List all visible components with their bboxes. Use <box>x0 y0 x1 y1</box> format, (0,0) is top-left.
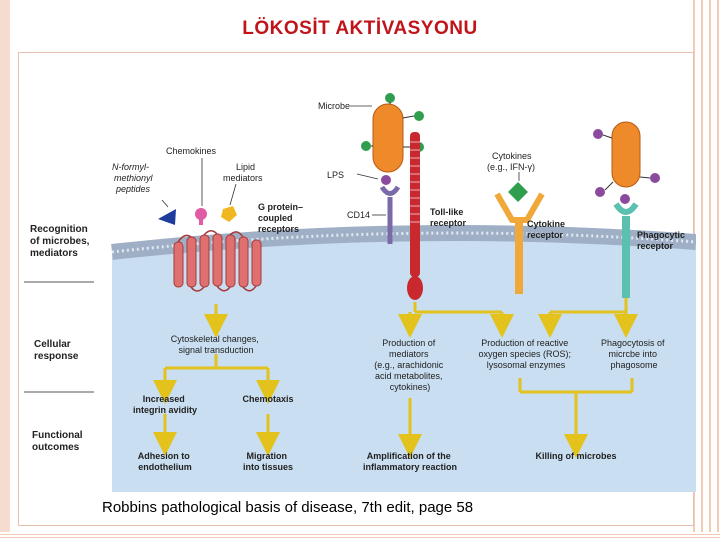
lipid-mediator-icon <box>221 206 237 222</box>
label-chemokines: Chemokines <box>166 146 217 156</box>
chemokine-icon <box>195 208 207 220</box>
label-cytokine-receptor: Cytokine receptor <box>527 219 566 240</box>
response-cytoskeletal: Cytoskeletal changes, signal transduction <box>170 334 259 355</box>
gprotein-coupled-receptor-icon <box>174 234 261 287</box>
label-toll-like-receptor: Toll-like receptor <box>430 207 467 228</box>
outcome-amplification: Amplification of the inflammatory reaction <box>362 451 458 472</box>
row-label-recognition: Recognition of microbes, mediators <box>30 224 90 259</box>
response-integrin: Increased integrin avidity <box>132 394 198 415</box>
outcome-migration: Migration into tissues <box>242 451 294 472</box>
label-gprotein-receptors: G protein– coupled receptors <box>258 202 304 234</box>
response-ros: Production of reactive oxygen species (ROS); lysosomal enzymes <box>478 338 572 370</box>
label-microbe: Microbe <box>318 101 351 111</box>
row-label-cellular: Cellular response <box>34 339 79 362</box>
response-chemotaxis: Chemotaxis <box>242 394 294 404</box>
phagocytosed-microbe-icon <box>612 122 640 187</box>
cd14-receptor-icon <box>382 187 398 194</box>
label-phagocytic-receptor: Phagocytic receptor <box>637 230 686 251</box>
response-mediators: Production of mediators (e.g., arachidonic acid metabolites, cytokines) <box>374 338 444 392</box>
label-nformyl-peptides: N-formyl- methionyl peptides <box>112 162 153 194</box>
figure-caption: Robbins pathological basis of disease, 7th edit, page 58 <box>102 499 474 516</box>
slide-frame-bottom <box>0 532 720 540</box>
label-lps: LPS <box>327 170 345 180</box>
label-cytokines: Cytokines (e.g., IFN-γ) <box>487 151 536 172</box>
slide-title: LÖKOSİT AKTİVASYONU <box>242 18 478 39</box>
microbe-icon <box>373 104 403 172</box>
toll-like-receptor-icon <box>410 132 420 277</box>
label-lipid-mediators: Lipid mediators <box>223 162 263 183</box>
cytokine-icon <box>508 182 528 202</box>
leukocyte-activation-figure <box>20 92 696 497</box>
outcome-killing: Killing of microbes <box>535 451 617 461</box>
nformyl-peptide-icon <box>158 209 176 225</box>
response-phagocytosis: Phagocytosis of micrcbe into phagosome <box>600 338 665 370</box>
row-label-functional: Functional outcomes <box>32 430 83 453</box>
slide-frame-left <box>0 0 10 540</box>
label-cd14: CD14 <box>347 210 371 220</box>
phagocytic-receptor-icon <box>616 204 636 212</box>
outcome-adhesion: Adhesion to endothelium <box>137 451 192 472</box>
